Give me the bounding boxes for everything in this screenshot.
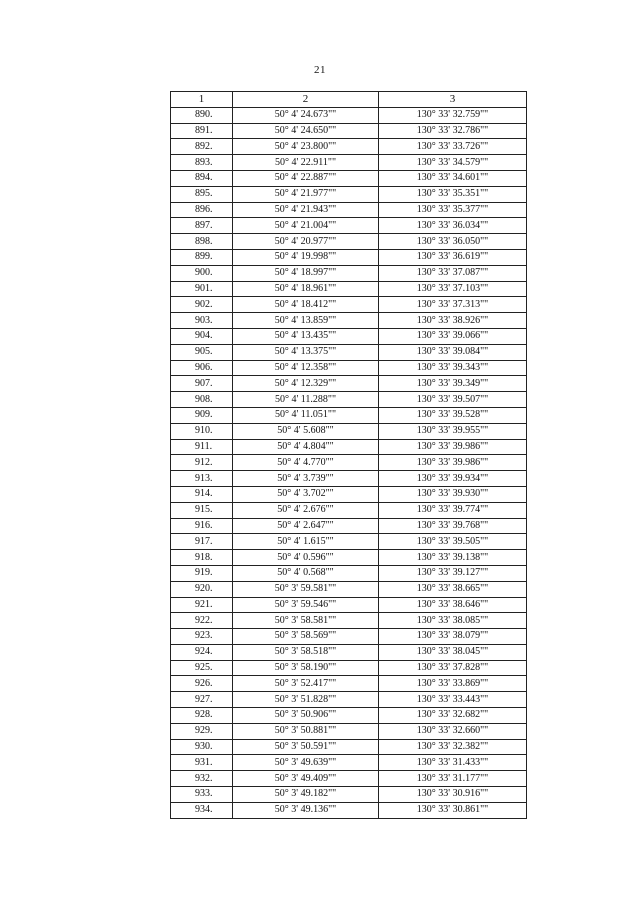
table-row [171, 660, 527, 676]
longitude-cell: 130° 33' 32.382"" [379, 739, 527, 755]
point-number-cell: 915. [171, 502, 233, 518]
table-row [171, 107, 527, 123]
table-row [171, 471, 527, 487]
latitude-cell: 50° 3' 50.881"" [233, 723, 379, 739]
longitude-cell: 130° 33' 32.682"" [379, 708, 527, 724]
longitude-cell: 130° 33' 33.443"" [379, 692, 527, 708]
table-row [171, 328, 527, 344]
longitude-cell: 130° 33' 38.665"" [379, 581, 527, 597]
longitude-cell: 130° 33' 38.045"" [379, 644, 527, 660]
point-number-cell: 913. [171, 471, 233, 487]
point-number-cell: 908. [171, 392, 233, 408]
column-header-number: 1 [171, 92, 233, 108]
point-number-cell: 892. [171, 139, 233, 155]
longitude-cell: 130° 33' 39.774"" [379, 502, 527, 518]
column-header-latitude: 2 [233, 92, 379, 108]
table-row [171, 234, 527, 250]
longitude-cell: 130° 33' 36.619"" [379, 249, 527, 265]
longitude-cell: 130° 33' 38.926"" [379, 313, 527, 329]
table-row [171, 502, 527, 518]
point-number-cell: 928. [171, 708, 233, 724]
table-row [171, 297, 527, 313]
table-row [171, 139, 527, 155]
point-number-cell: 904. [171, 328, 233, 344]
latitude-cell: 50° 3' 58.518"" [233, 644, 379, 660]
longitude-cell: 130° 33' 35.351"" [379, 186, 527, 202]
point-number-cell: 933. [171, 787, 233, 803]
table-row [171, 155, 527, 171]
point-number-cell: 931. [171, 755, 233, 771]
longitude-cell: 130° 33' 34.601"" [379, 170, 527, 186]
latitude-cell: 50° 3' 58.190"" [233, 660, 379, 676]
latitude-cell: 50° 4' 22.887"" [233, 170, 379, 186]
latitude-cell: 50° 3' 51.828"" [233, 692, 379, 708]
table-row [171, 739, 527, 755]
latitude-cell: 50° 4' 18.961"" [233, 281, 379, 297]
longitude-cell: 130° 33' 39.986"" [379, 439, 527, 455]
latitude-cell: 50° 3' 50.906"" [233, 708, 379, 724]
latitude-cell: 50° 4' 18.997"" [233, 265, 379, 281]
point-number-cell: 894. [171, 170, 233, 186]
point-number-cell: 909. [171, 407, 233, 423]
longitude-cell: 130° 33' 39.934"" [379, 471, 527, 487]
longitude-cell: 130° 33' 37.087"" [379, 265, 527, 281]
longitude-cell: 130° 33' 37.313"" [379, 297, 527, 313]
table-row [171, 723, 527, 739]
table-row [171, 692, 527, 708]
table-row [171, 644, 527, 660]
longitude-cell: 130° 33' 38.646"" [379, 597, 527, 613]
table-row [171, 344, 527, 360]
point-number-cell: 895. [171, 186, 233, 202]
latitude-cell: 50° 3' 50.591"" [233, 739, 379, 755]
point-number-cell: 927. [171, 692, 233, 708]
point-number-cell: 891. [171, 123, 233, 139]
point-number-cell: 910. [171, 423, 233, 439]
table-row [171, 249, 527, 265]
column-header-longitude: 3 [379, 92, 527, 108]
latitude-cell: 50° 3' 59.546"" [233, 597, 379, 613]
latitude-cell: 50° 4' 24.673"" [233, 107, 379, 123]
latitude-cell: 50° 4' 12.358"" [233, 360, 379, 376]
longitude-cell: 130° 33' 33.726"" [379, 139, 527, 155]
point-number-cell: 897. [171, 218, 233, 234]
point-number-cell: 923. [171, 629, 233, 645]
table-row [171, 550, 527, 566]
table-row [171, 123, 527, 139]
latitude-cell: 50° 4' 0.596"" [233, 550, 379, 566]
coordinates-table-container [170, 91, 526, 819]
longitude-cell: 130° 33' 37.103"" [379, 281, 527, 297]
table-row [171, 629, 527, 645]
point-number-cell: 922. [171, 613, 233, 629]
point-number-cell: 929. [171, 723, 233, 739]
coordinates-table [170, 91, 527, 819]
latitude-cell: 50° 4' 13.859"" [233, 313, 379, 329]
longitude-cell: 130° 33' 30.916"" [379, 787, 527, 803]
longitude-cell: 130° 33' 31.433"" [379, 755, 527, 771]
point-number-cell: 911. [171, 439, 233, 455]
table-row [171, 708, 527, 724]
latitude-cell: 50° 4' 2.647"" [233, 518, 379, 534]
table-row [171, 439, 527, 455]
latitude-cell: 50° 4' 21.004"" [233, 218, 379, 234]
table-row [171, 360, 527, 376]
table-row [171, 613, 527, 629]
point-number-cell: 920. [171, 581, 233, 597]
table-row [171, 565, 527, 581]
latitude-cell: 50° 4' 21.943"" [233, 202, 379, 218]
point-number-cell: 912. [171, 455, 233, 471]
longitude-cell: 130° 33' 39.066"" [379, 328, 527, 344]
latitude-cell: 50° 4' 2.676"" [233, 502, 379, 518]
table-row [171, 265, 527, 281]
latitude-cell: 50° 4' 4.770"" [233, 455, 379, 471]
latitude-cell: 50° 4' 3.739"" [233, 471, 379, 487]
longitude-cell: 130° 33' 39.349"" [379, 376, 527, 392]
longitude-cell: 130° 33' 31.177"" [379, 771, 527, 787]
point-number-cell: 934. [171, 802, 233, 818]
point-number-cell: 925. [171, 660, 233, 676]
table-row [171, 581, 527, 597]
latitude-cell: 50° 4' 13.435"" [233, 328, 379, 344]
point-number-cell: 914. [171, 486, 233, 502]
longitude-cell: 130° 33' 39.084"" [379, 344, 527, 360]
table-row [171, 202, 527, 218]
longitude-cell: 130° 33' 39.343"" [379, 360, 527, 376]
table-row [171, 218, 527, 234]
latitude-cell: 50° 3' 49.639"" [233, 755, 379, 771]
latitude-cell: 50° 4' 21.977"" [233, 186, 379, 202]
latitude-cell: 50° 4' 19.998"" [233, 249, 379, 265]
point-number-cell: 906. [171, 360, 233, 376]
table-row [171, 392, 527, 408]
point-number-cell: 918. [171, 550, 233, 566]
table-row [171, 407, 527, 423]
point-number-cell: 890. [171, 107, 233, 123]
longitude-cell: 130° 33' 37.828"" [379, 660, 527, 676]
point-number-cell: 902. [171, 297, 233, 313]
latitude-cell: 50° 4' 4.804"" [233, 439, 379, 455]
table-row [171, 376, 527, 392]
table-row [171, 313, 527, 329]
latitude-cell: 50° 4' 0.568"" [233, 565, 379, 581]
longitude-cell: 130° 33' 39.505"" [379, 534, 527, 550]
table-row [171, 802, 527, 818]
latitude-cell: 50° 3' 49.409"" [233, 771, 379, 787]
table-row [171, 597, 527, 613]
point-number-cell: 896. [171, 202, 233, 218]
latitude-cell: 50° 4' 5.608"" [233, 423, 379, 439]
latitude-cell: 50° 4' 3.702"" [233, 486, 379, 502]
point-number-cell: 921. [171, 597, 233, 613]
longitude-cell: 130° 33' 39.955"" [379, 423, 527, 439]
latitude-cell: 50° 3' 49.136"" [233, 802, 379, 818]
table-row [171, 755, 527, 771]
latitude-cell: 50° 4' 18.412"" [233, 297, 379, 313]
point-number-cell: 900. [171, 265, 233, 281]
table-row [171, 423, 527, 439]
point-number-cell: 907. [171, 376, 233, 392]
latitude-cell: 50° 4' 20.977"" [233, 234, 379, 250]
longitude-cell: 130° 33' 34.579"" [379, 155, 527, 171]
longitude-cell: 130° 33' 35.377"" [379, 202, 527, 218]
point-number-cell: 926. [171, 676, 233, 692]
point-number-cell: 932. [171, 771, 233, 787]
latitude-cell: 50° 4' 11.051"" [233, 407, 379, 423]
point-number-cell: 917. [171, 534, 233, 550]
longitude-cell: 130° 33' 32.759"" [379, 107, 527, 123]
longitude-cell: 130° 33' 38.085"" [379, 613, 527, 629]
point-number-cell: 893. [171, 155, 233, 171]
latitude-cell: 50° 3' 58.569"" [233, 629, 379, 645]
longitude-cell: 130° 33' 39.986"" [379, 455, 527, 471]
table-row [171, 787, 527, 803]
longitude-cell: 130° 33' 32.660"" [379, 723, 527, 739]
page-number: 21 [314, 64, 326, 76]
longitude-cell: 130° 33' 39.507"" [379, 392, 527, 408]
table-row [171, 281, 527, 297]
table-row [171, 170, 527, 186]
latitude-cell: 50° 4' 23.800"" [233, 139, 379, 155]
longitude-cell: 130° 33' 39.768"" [379, 518, 527, 534]
longitude-cell: 130° 33' 39.138"" [379, 550, 527, 566]
point-number-cell: 919. [171, 565, 233, 581]
table-row [171, 486, 527, 502]
table-row [171, 455, 527, 471]
table-row [171, 676, 527, 692]
longitude-cell: 130° 33' 36.034"" [379, 218, 527, 234]
table-row [171, 518, 527, 534]
longitude-cell: 130° 33' 39.930"" [379, 486, 527, 502]
latitude-cell: 50° 3' 49.182"" [233, 787, 379, 803]
latitude-cell: 50° 3' 52.417"" [233, 676, 379, 692]
point-number-cell: 905. [171, 344, 233, 360]
latitude-cell: 50° 4' 11.288"" [233, 392, 379, 408]
latitude-cell: 50° 4' 22.911"" [233, 155, 379, 171]
latitude-cell: 50° 3' 59.581"" [233, 581, 379, 597]
longitude-cell: 130° 33' 36.050"" [379, 234, 527, 250]
longitude-cell: 130° 33' 38.079"" [379, 629, 527, 645]
latitude-cell: 50° 4' 24.650"" [233, 123, 379, 139]
longitude-cell: 130° 33' 39.528"" [379, 407, 527, 423]
latitude-cell: 50° 3' 58.581"" [233, 613, 379, 629]
point-number-cell: 899. [171, 249, 233, 265]
table-body [171, 107, 527, 818]
point-number-cell: 898. [171, 234, 233, 250]
header-row [171, 92, 527, 108]
longitude-cell: 130° 33' 33.869"" [379, 676, 527, 692]
point-number-cell: 916. [171, 518, 233, 534]
table-row [171, 771, 527, 787]
longitude-cell: 130° 33' 30.861"" [379, 802, 527, 818]
table-header [171, 92, 527, 108]
table-row [171, 534, 527, 550]
latitude-cell: 50° 4' 12.329"" [233, 376, 379, 392]
table-row [171, 186, 527, 202]
point-number-cell: 903. [171, 313, 233, 329]
point-number-cell: 930. [171, 739, 233, 755]
latitude-cell: 50° 4' 1.615"" [233, 534, 379, 550]
point-number-cell: 924. [171, 644, 233, 660]
longitude-cell: 130° 33' 39.127"" [379, 565, 527, 581]
latitude-cell: 50° 4' 13.375"" [233, 344, 379, 360]
point-number-cell: 901. [171, 281, 233, 297]
longitude-cell: 130° 33' 32.786"" [379, 123, 527, 139]
